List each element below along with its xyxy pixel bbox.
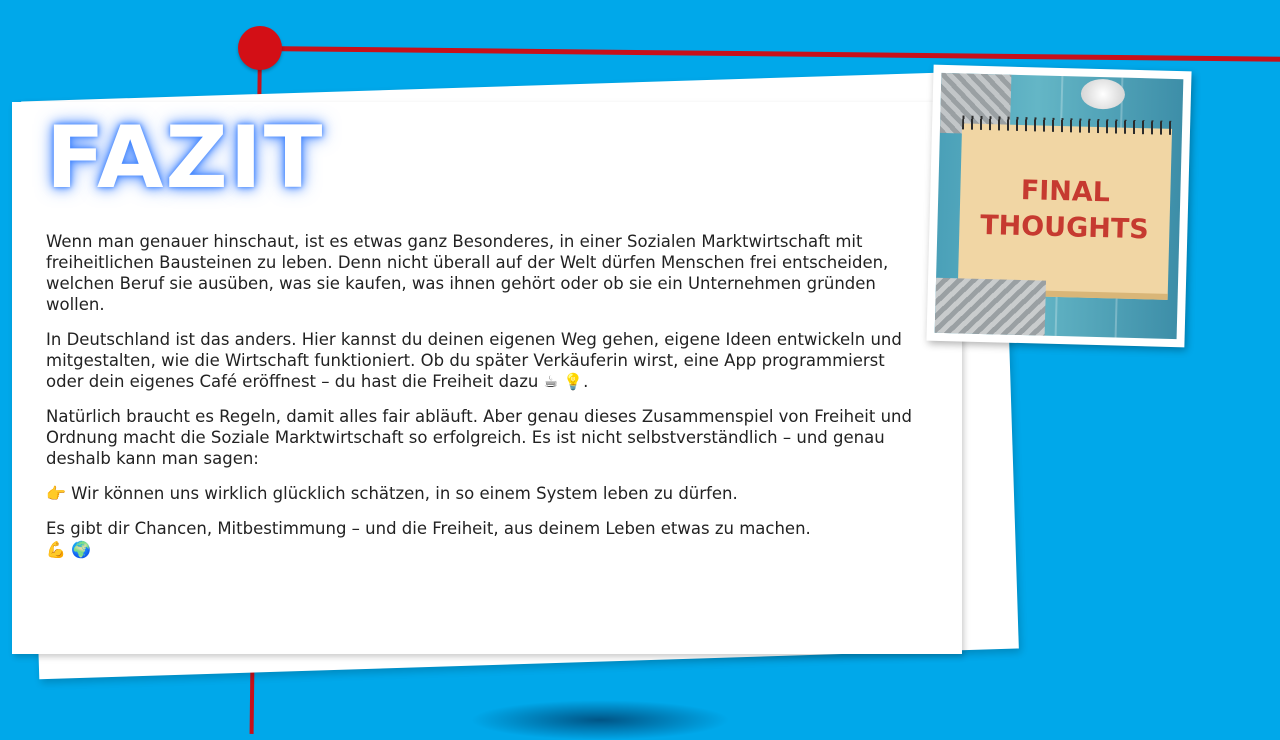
pinecone-icon <box>1081 79 1126 110</box>
paragraph-4 <box>46 483 926 504</box>
paragraph-4-text: Wir können uns wirklich glücklich schätzen, in so einem System leben zu dürfen. <box>71 484 738 503</box>
globe-icon: 🌍 <box>71 540 92 559</box>
lightbulb-icon: 💡 <box>563 372 584 391</box>
paragraph-1-text: Wenn man genauer hinschaut, ist es etwas ganz Besonderes, in einer Sozialen Marktwirtschaft mit freiheitlichen Bausteinen zu leben. Denn nicht überall auf der Welt dürfen Menschen frei entscheiden, welchen Beruf sie ausüben, was sie kaufen, was ihnen gehört oder ob sie ein Unternehmen gründen wollen. <box>46 232 889 314</box>
pushpin-icon <box>238 26 282 70</box>
final-thoughts-photo <box>926 65 1191 348</box>
slide-title: FAZIT <box>46 108 325 208</box>
slide-body <box>46 231 926 574</box>
knit-scarf-bottom <box>935 278 1046 339</box>
paragraph-3-text: Natürlich braucht es Regeln, damit alles fair abläuft. Aber genau dieses Zusammenspiel von Freiheit und Ordnung macht die Soziale Marktwirtschaft so erfolgreich. Es ist nicht selbstverständlich – und genau deshalb kann man sagen: <box>46 407 912 468</box>
pointing-hand-icon: 👉 <box>46 484 66 503</box>
paragraph-1 <box>46 231 926 315</box>
notebook-line-2: THOUGHTS <box>979 209 1150 246</box>
red-string-horizontal <box>258 46 1280 62</box>
muscle-icon: 💪 <box>46 540 66 559</box>
notebook-line-1: FINAL <box>1020 175 1111 209</box>
coffee-icon: ☕ <box>543 372 558 391</box>
paragraph-2: In Deutschland ist das anders. Hier kannst du deinen eigenen Weg gehen, eigene Ideen entwickeln und mitgestalten, wie die Wirtschaft funktioniert. Ob du später Verkäuferin wirst, eine App programmierst oder dein eigenes Café eröffnest – du hast die Freiheit dazu ☕ 💡. <box>46 330 902 391</box>
paragraph-3 <box>46 406 926 469</box>
paragraph-5-text: Es gibt dir Chancen, Mitbestimmung – und die Freiheit, aus deinem Leben etwas zu machen. <box>46 519 811 538</box>
paragraph-2-text: In Deutschland ist das anders. Hier kannst du deinen eigenen Weg gehen, eigene Ideen entwickeln und mitgestalten, wie die Wirtschaft funktioniert. Ob du später Verkäuferin wirst, eine App programmierst oder dein eigenes Café eröffnest – du hast die Freiheit dazu <box>46 330 902 391</box>
drop-shadow <box>470 700 730 740</box>
notebook-text <box>959 171 1171 248</box>
paragraph-5 <box>46 518 926 560</box>
photo-image <box>935 73 1184 339</box>
